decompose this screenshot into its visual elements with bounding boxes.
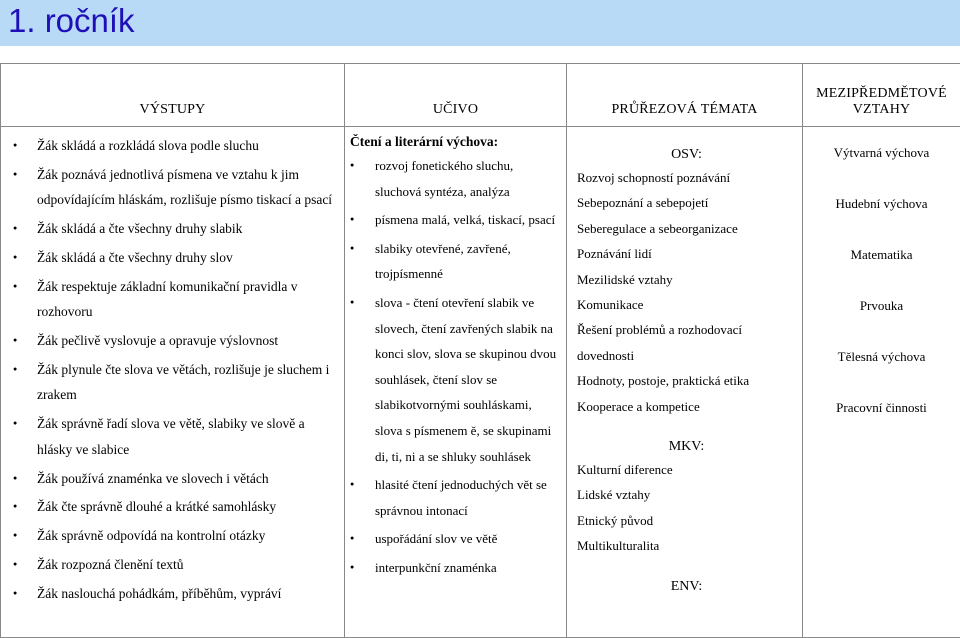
list-item: ● Žák čte správně dlouhé a krátké samohlásky [37, 494, 340, 520]
osv-item: Komunikace [577, 297, 644, 313]
subjects-cell [803, 127, 960, 638]
list-item: Hudební výchova [835, 196, 928, 211]
list-item: ● slova - čtení otevření slabik ve slovech, čtení zavřených slabik na konci slov, slova se skupinou dvou souhlásek, čtení slov se slabikotvornými souhláskami, slova s písmenem ě, se skupinami di, ti, ni a se shluky souhlásek [375, 290, 562, 469]
header-content: UČIVO [345, 64, 567, 127]
list-item: ● interpunkční znaménka [375, 555, 562, 581]
curriculum-table [0, 63, 960, 638]
osv-item: Hodnoty, postoje, praktická etika [577, 373, 750, 389]
themes-block [567, 127, 802, 597]
outcomes-cell [1, 127, 345, 638]
mkv-heading: MKV: [668, 439, 705, 455]
list-item: ● Žák správně řadí slova ve větě, slabiky ve slově a hlásky ve slabice [37, 411, 340, 462]
mkv-item: Kulturní diference [577, 462, 673, 478]
content-heading: Čtení a literární výchova: [350, 134, 499, 149]
subjects-list [803, 127, 960, 449]
mkv-item: Lidské vztahy [577, 487, 651, 503]
header-outcomes: VÝSTUPY [1, 64, 345, 127]
list-item: Tělesná výchova [837, 349, 926, 364]
mkv-item: Multikulturalita [577, 538, 660, 554]
osv-item: Poznávání lidí [577, 246, 652, 262]
list-item: ● hlasité čtení jednoduchých vět se správnou intonací [375, 472, 562, 523]
list-item: ● uspořádání slov ve větě [375, 526, 562, 552]
osv-heading: OSV: [671, 147, 702, 162]
list-item: ● Žák poznává jednotlivá písmena ve vztahu k jim odpovídajícím hláskám, rozlišuje písmo tiskací a psací [37, 162, 340, 213]
themes-cell [567, 127, 803, 638]
list-item: ● Žák pečlivě vyslovuje a opravuje výslovnost [37, 328, 340, 354]
osv-item: Mezilidské vztahy [577, 271, 673, 287]
list-item: Matematika [850, 247, 913, 262]
list-item: Prvouka [859, 298, 904, 313]
list-item: ● Žák rozpozná členění textů [37, 552, 340, 578]
title-bar [0, 0, 960, 46]
content-list [375, 153, 562, 581]
osv-item: Sebepoznání a sebepojetí [577, 195, 709, 211]
header-themes: PRŮŘEZOVÁ TÉMATA [567, 64, 803, 127]
osv-item: Seberegulace a sebeorganizace [577, 220, 738, 236]
content-block [345, 127, 566, 581]
list-item: ● Žák skládá a rozkládá slova podle sluchu [37, 133, 340, 159]
list-item: ● Žák používá znaménka ve slovech i větách [37, 466, 340, 492]
list-item: ● Žák správně odpovídá na kontrolní otázky [37, 523, 340, 549]
list-item: ● Žák skládá a čte všechny druhy slabik [37, 216, 340, 242]
content-cell [345, 127, 567, 638]
body-row [1, 127, 960, 638]
header-subjects: MEZIPŘEDMĚTOVÉ VZTAHY [803, 64, 960, 127]
osv-item: Rozvoj schopností poznávání [577, 170, 731, 185]
list-item: ● slabiky otevřené, zavřené, trojpísmenné [375, 236, 562, 287]
list-item: ● rozvoj fonetického sluchu, sluchová syntéza, analýza [375, 153, 562, 204]
page-title: 1. ročník [8, 2, 135, 39]
osv-item: Řešení problémů a rozhodovací dovednosti [577, 322, 742, 363]
list-item: ● Žák respektuje základní komunikační pravidla v rozhovoru [37, 274, 340, 325]
list-item: ● Žák naslouchá pohádkám, příběhům, vypráví [37, 581, 340, 607]
header-row [1, 64, 960, 127]
list-item: ● písmena malá, velká, tiskací, psací [375, 207, 562, 233]
list-item: ● Žák plynule čte slova ve větách, rozlišuje je sluchem i zrakem [37, 357, 340, 408]
list-item: Výtvarná výchova [833, 145, 930, 160]
mkv-item: Etnický původ [577, 512, 654, 528]
osv-item: Kooperace a kompetice [577, 398, 700, 414]
outcomes-list [1, 127, 344, 606]
list-item: ● Žák skládá a čte všechny druhy slov [37, 245, 340, 271]
list-item: Pracovní činnosti [836, 400, 927, 415]
env-heading: ENV: [670, 578, 703, 594]
